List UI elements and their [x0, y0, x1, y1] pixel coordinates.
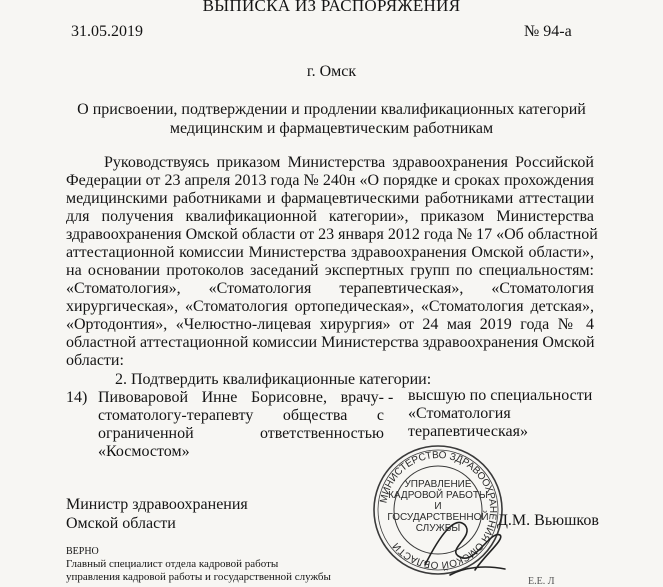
item-heading: 2. Подтвердить квалификационные категории:	[115, 371, 432, 388]
minister-line: Министр здравоохранения	[66, 496, 248, 513]
item-number: 14)	[66, 389, 88, 406]
document-date: 31.05.2019	[71, 23, 143, 40]
stamp-center-line: И	[434, 501, 442, 512]
item-category-line: «Стоматология	[408, 405, 511, 422]
certification-label: ВЕРНО	[66, 546, 99, 557]
cut-off-initials: Е.Е. Л	[528, 576, 555, 587]
minister-title	[66, 495, 248, 533]
body-line: Руководствуясь приказом Министерства здравоохранения Российской	[104, 154, 594, 171]
item-text-line: ограниченной ответственностью	[98, 425, 384, 442]
item-category-line: терапевтическая»	[408, 423, 528, 440]
body-line: хирургическая», «Стоматология ортопедическая», «Стоматология детская»,	[66, 298, 594, 315]
item-text-line: Пивоваровой Инне Борисовне, врачу-	[98, 389, 384, 406]
stamp-center-line: ГОСУДАРСТВЕННОЙ	[387, 512, 489, 523]
stamp-center-line: СЛУЖБЫ	[415, 523, 461, 534]
stamp-ring-text: МИНИСТЕРСТВО ЗДРАВООХРАНЕНИЯ ОМСКОЙ ОБЛАСТИ	[378, 449, 499, 571]
stamp-center-line: КАДРОВОЙ РАБОТЫ	[388, 490, 488, 501]
body-line: медицинскими работниками и фармацевтическими работниками аттестации	[66, 190, 594, 207]
subject-line: О присвоении, подтверждении и продлении квалификационных категорий	[77, 101, 586, 118]
body-line: аттестационной комиссии Министерства здравоохранения Омской области»,	[66, 244, 594, 261]
body-line: на основании протоколов заседаний экспертных групп по специальностям:	[66, 262, 594, 279]
document-number: № 94-а	[524, 23, 572, 40]
document-title: ВЫПИСКА ИЗ РАСПОРЯЖЕНИЯ	[202, 0, 461, 15]
document-subject	[0, 100, 663, 138]
minister-line: Омской области	[66, 515, 176, 532]
subject-line: медицинским и фармацевтическим работникам	[169, 120, 494, 137]
item-text-line: «Космостом»	[98, 443, 190, 460]
item-dash: -	[388, 389, 394, 406]
body-line: областной аттестационной комиссии Министерства здравоохранения Омской	[66, 334, 595, 351]
body-line: «Ортодонтия», «Челюстно-лицевая хирургия» от 24 мая 2019 года № 4	[66, 316, 594, 333]
certification-role-line: управления кадровой работы и государственной службы	[66, 571, 331, 583]
item-category-line: высшую по специальности	[408, 387, 593, 404]
stamp-center-line: УПРАВЛЕНИЕ	[404, 479, 472, 490]
document-city: г. Омск	[306, 63, 357, 80]
item-text-line: стоматологу-терапевту общества с	[98, 407, 384, 424]
body-line: Федерации от 23 апреля 2013 года № 240н «О порядке и сроках прохождения	[66, 172, 594, 189]
signature	[405, 495, 515, 585]
body-line: «Стоматология», «Стоматология терапевтическая», «Стоматология	[66, 280, 594, 297]
certification-role-line: Главный специалист отдела кадровой работы	[66, 558, 279, 570]
signer-name: Д.М. Вьюшков	[497, 512, 599, 529]
body-line: области:	[66, 352, 124, 369]
body-line: для получения квалификационной категории», приказом Министерства	[66, 208, 594, 225]
body-line: здравоохранения Омской области от 23 января 2012 года № 17 «Об областной	[66, 226, 598, 243]
